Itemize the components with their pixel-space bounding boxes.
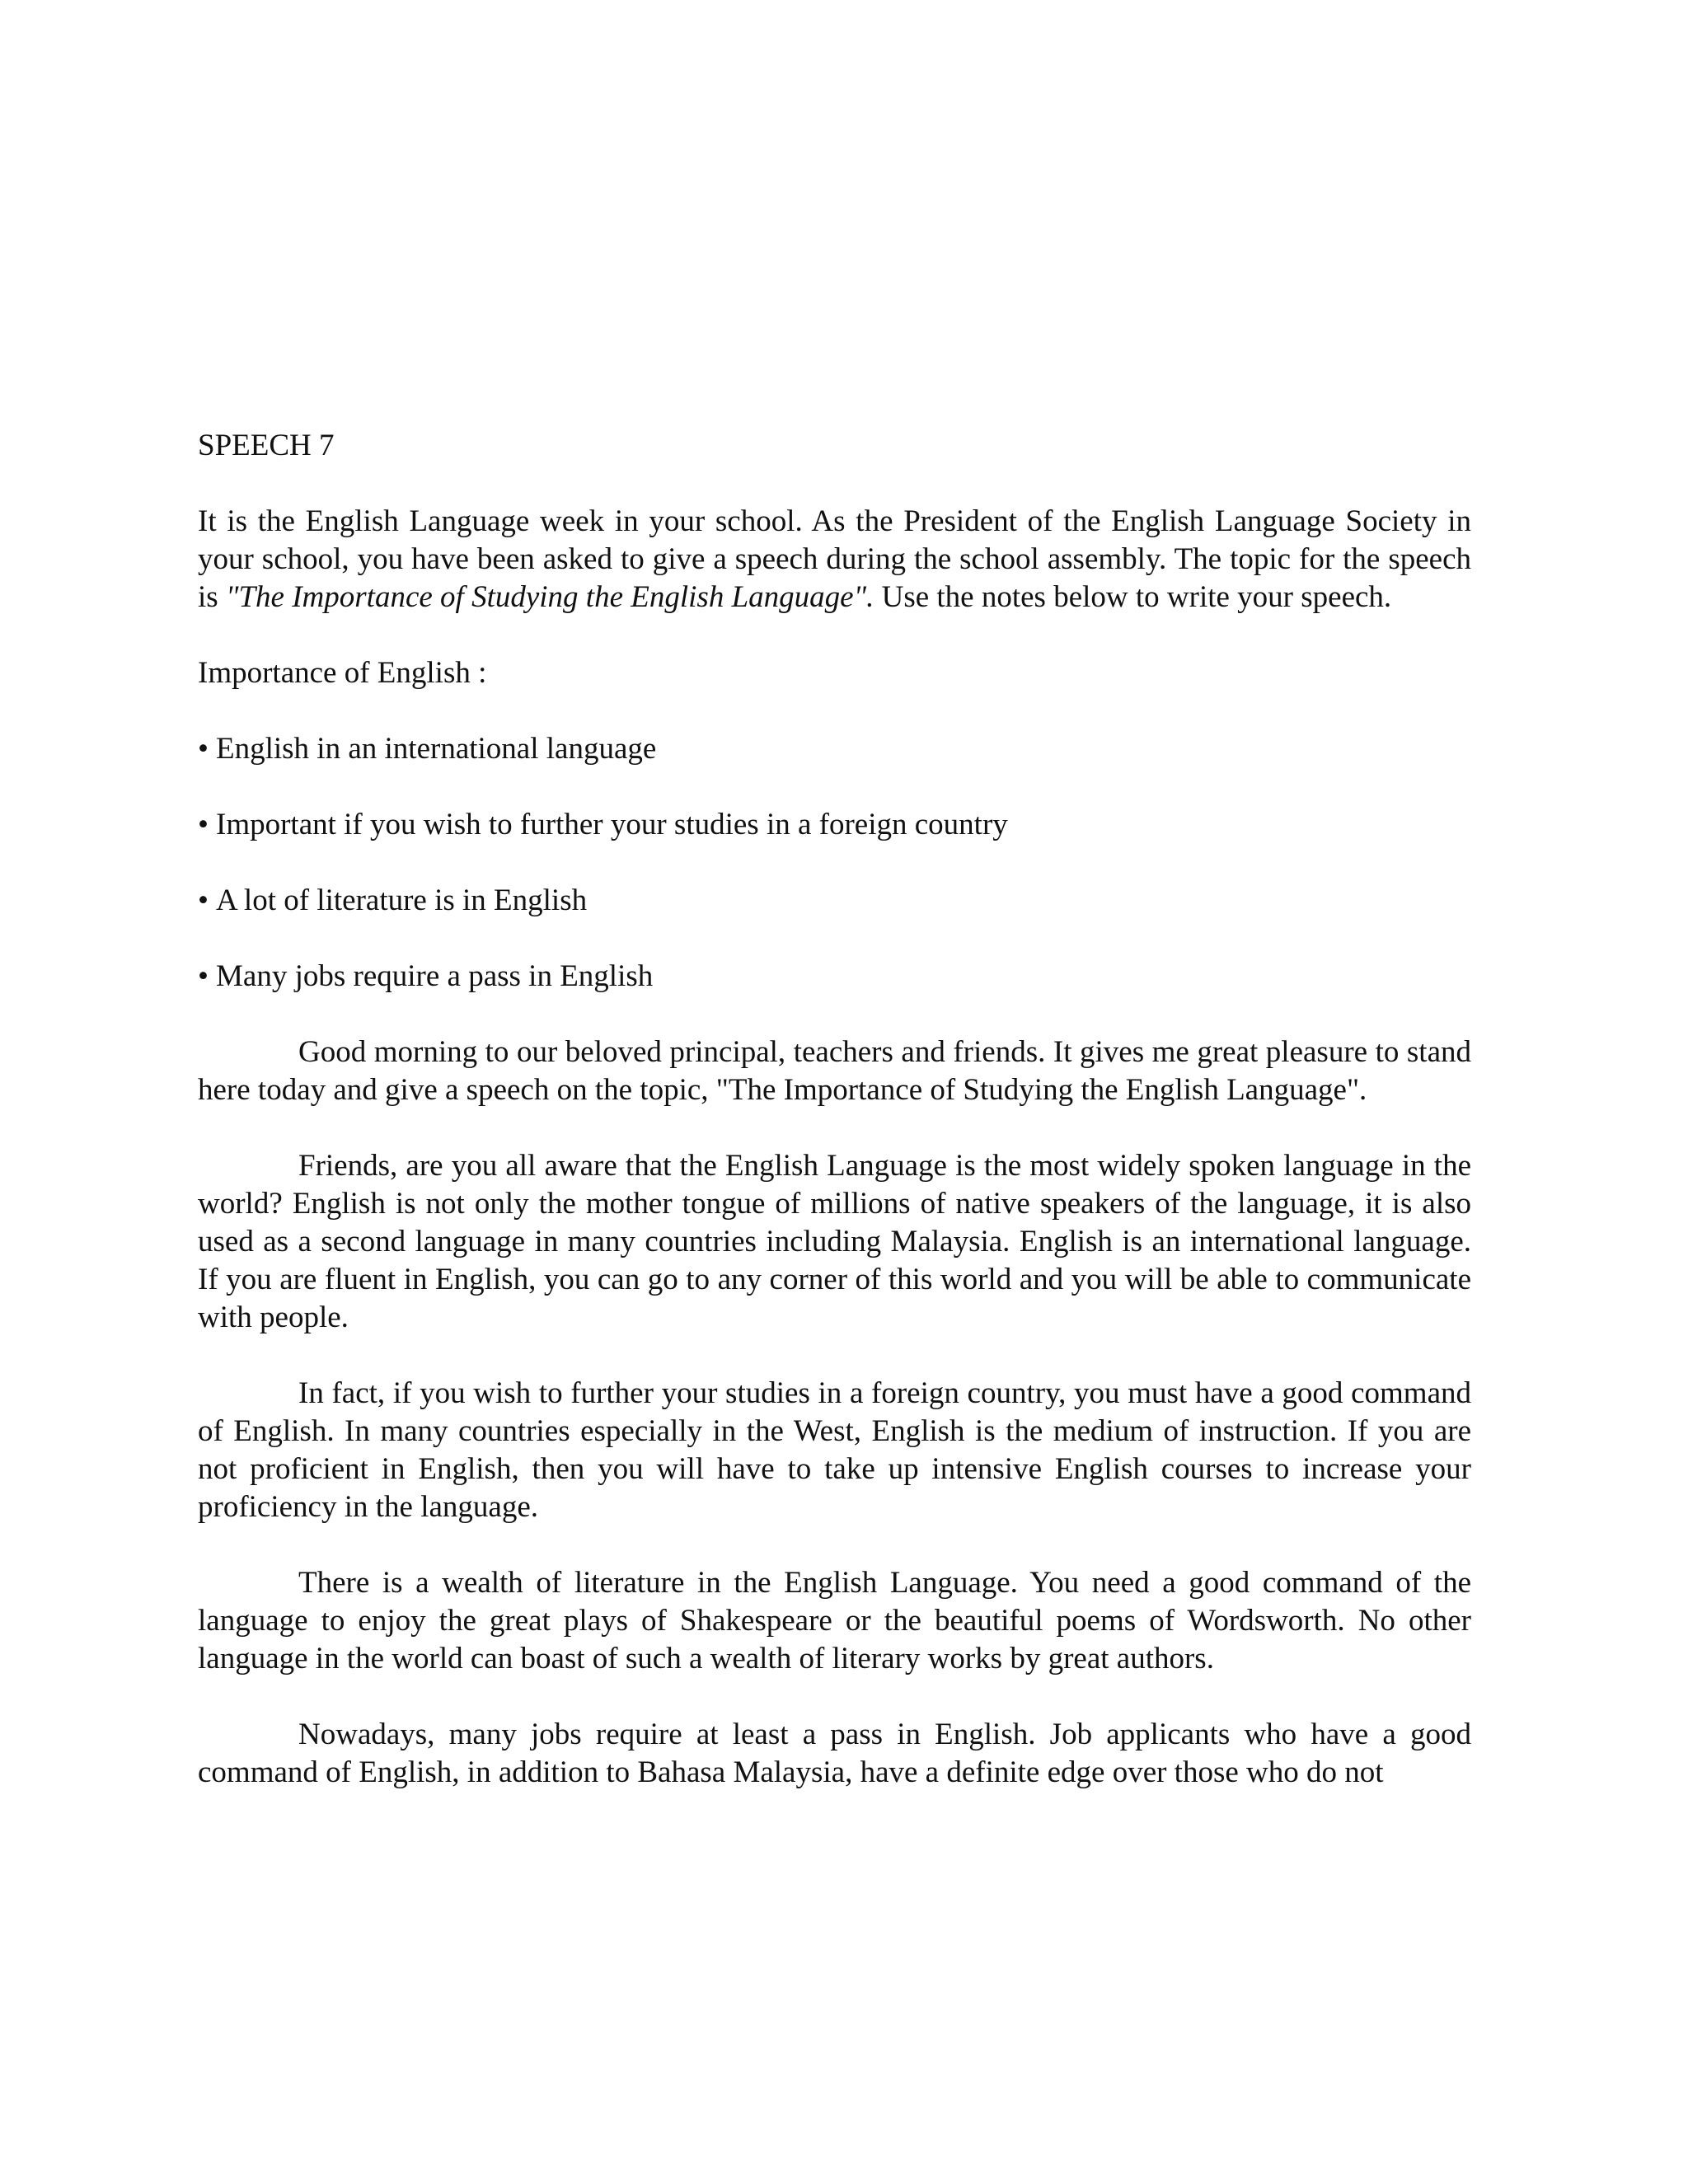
note-item [198, 806, 1471, 844]
note-text: Important if you wish to further your studies in a foreign country [216, 808, 1008, 841]
prompt-topic-italic: "The Importance of Studying the English Language". [225, 580, 874, 614]
speech-heading: SPEECH 7 [198, 429, 335, 462]
speech-paragraph: Friends, are you all aware that the English Language is the most widely spoken language in the world? English is not only the mother tongue of millions of native speakers of the language, it is also used as a second language in many countries including Malaysia. English is an international language. If you are fluent in English, you can go to any corner of this world and you will be able to communicate with people. [198, 1149, 1471, 1334]
speech-paragraph: There is a wealth of literature in the English Language. You need a good command of the language to enjoy the great plays of Shakespeare or the beautiful poems of Wordsworth. No other language in the world can boast of such a wealth of literary works by great authors. [198, 1566, 1471, 1675]
note-text: A lot of literature is in English [216, 883, 588, 917]
bullet-icon: • [198, 732, 209, 766]
bullet-icon: • [198, 883, 209, 917]
speech-paragraph: Nowadays, many jobs require at least a pass in English. Job applicants who have a good command of English, in addition to Bahasa Malaysia, have a definite edge over those who do not [198, 1718, 1471, 1789]
note-item [198, 958, 1471, 996]
note-text: English in an international language [216, 732, 657, 766]
bullet-icon: • [198, 808, 209, 841]
note-item [198, 730, 1471, 768]
note-item [198, 882, 1471, 920]
speech-body [198, 1033, 1471, 1792]
bullet-icon: • [198, 959, 209, 993]
speech-paragraph: In fact, if you wish to further your studies in a foreign country, you must have a good command of English. In many countries especially in the West, English is the medium of instruction. If you are not proficient in English, then you will have to take up intensive English courses to increase your proficiency in the language. [198, 1376, 1471, 1524]
prompt-text-part2: Use the notes below to write your speech. [874, 580, 1392, 614]
speech-paragraph: Good morning to our beloved principal, teachers and friends. It gives me great pleasure to stand here today and give a speech on the topic, "The Importance of Studying the English Language". [198, 1035, 1471, 1107]
document-content [198, 427, 1471, 1792]
prompt-text-part1: It is the English Language week in your school. As the President of the English Language Society in your school, you have been asked to give a speech during the school assembly. The topic for the speech is [198, 504, 1471, 614]
note-text: Many jobs require a pass in English [216, 959, 654, 993]
speech-prompt [198, 503, 1471, 616]
notes-heading: Importance of English : [198, 656, 487, 690]
notes-list [198, 730, 1471, 996]
